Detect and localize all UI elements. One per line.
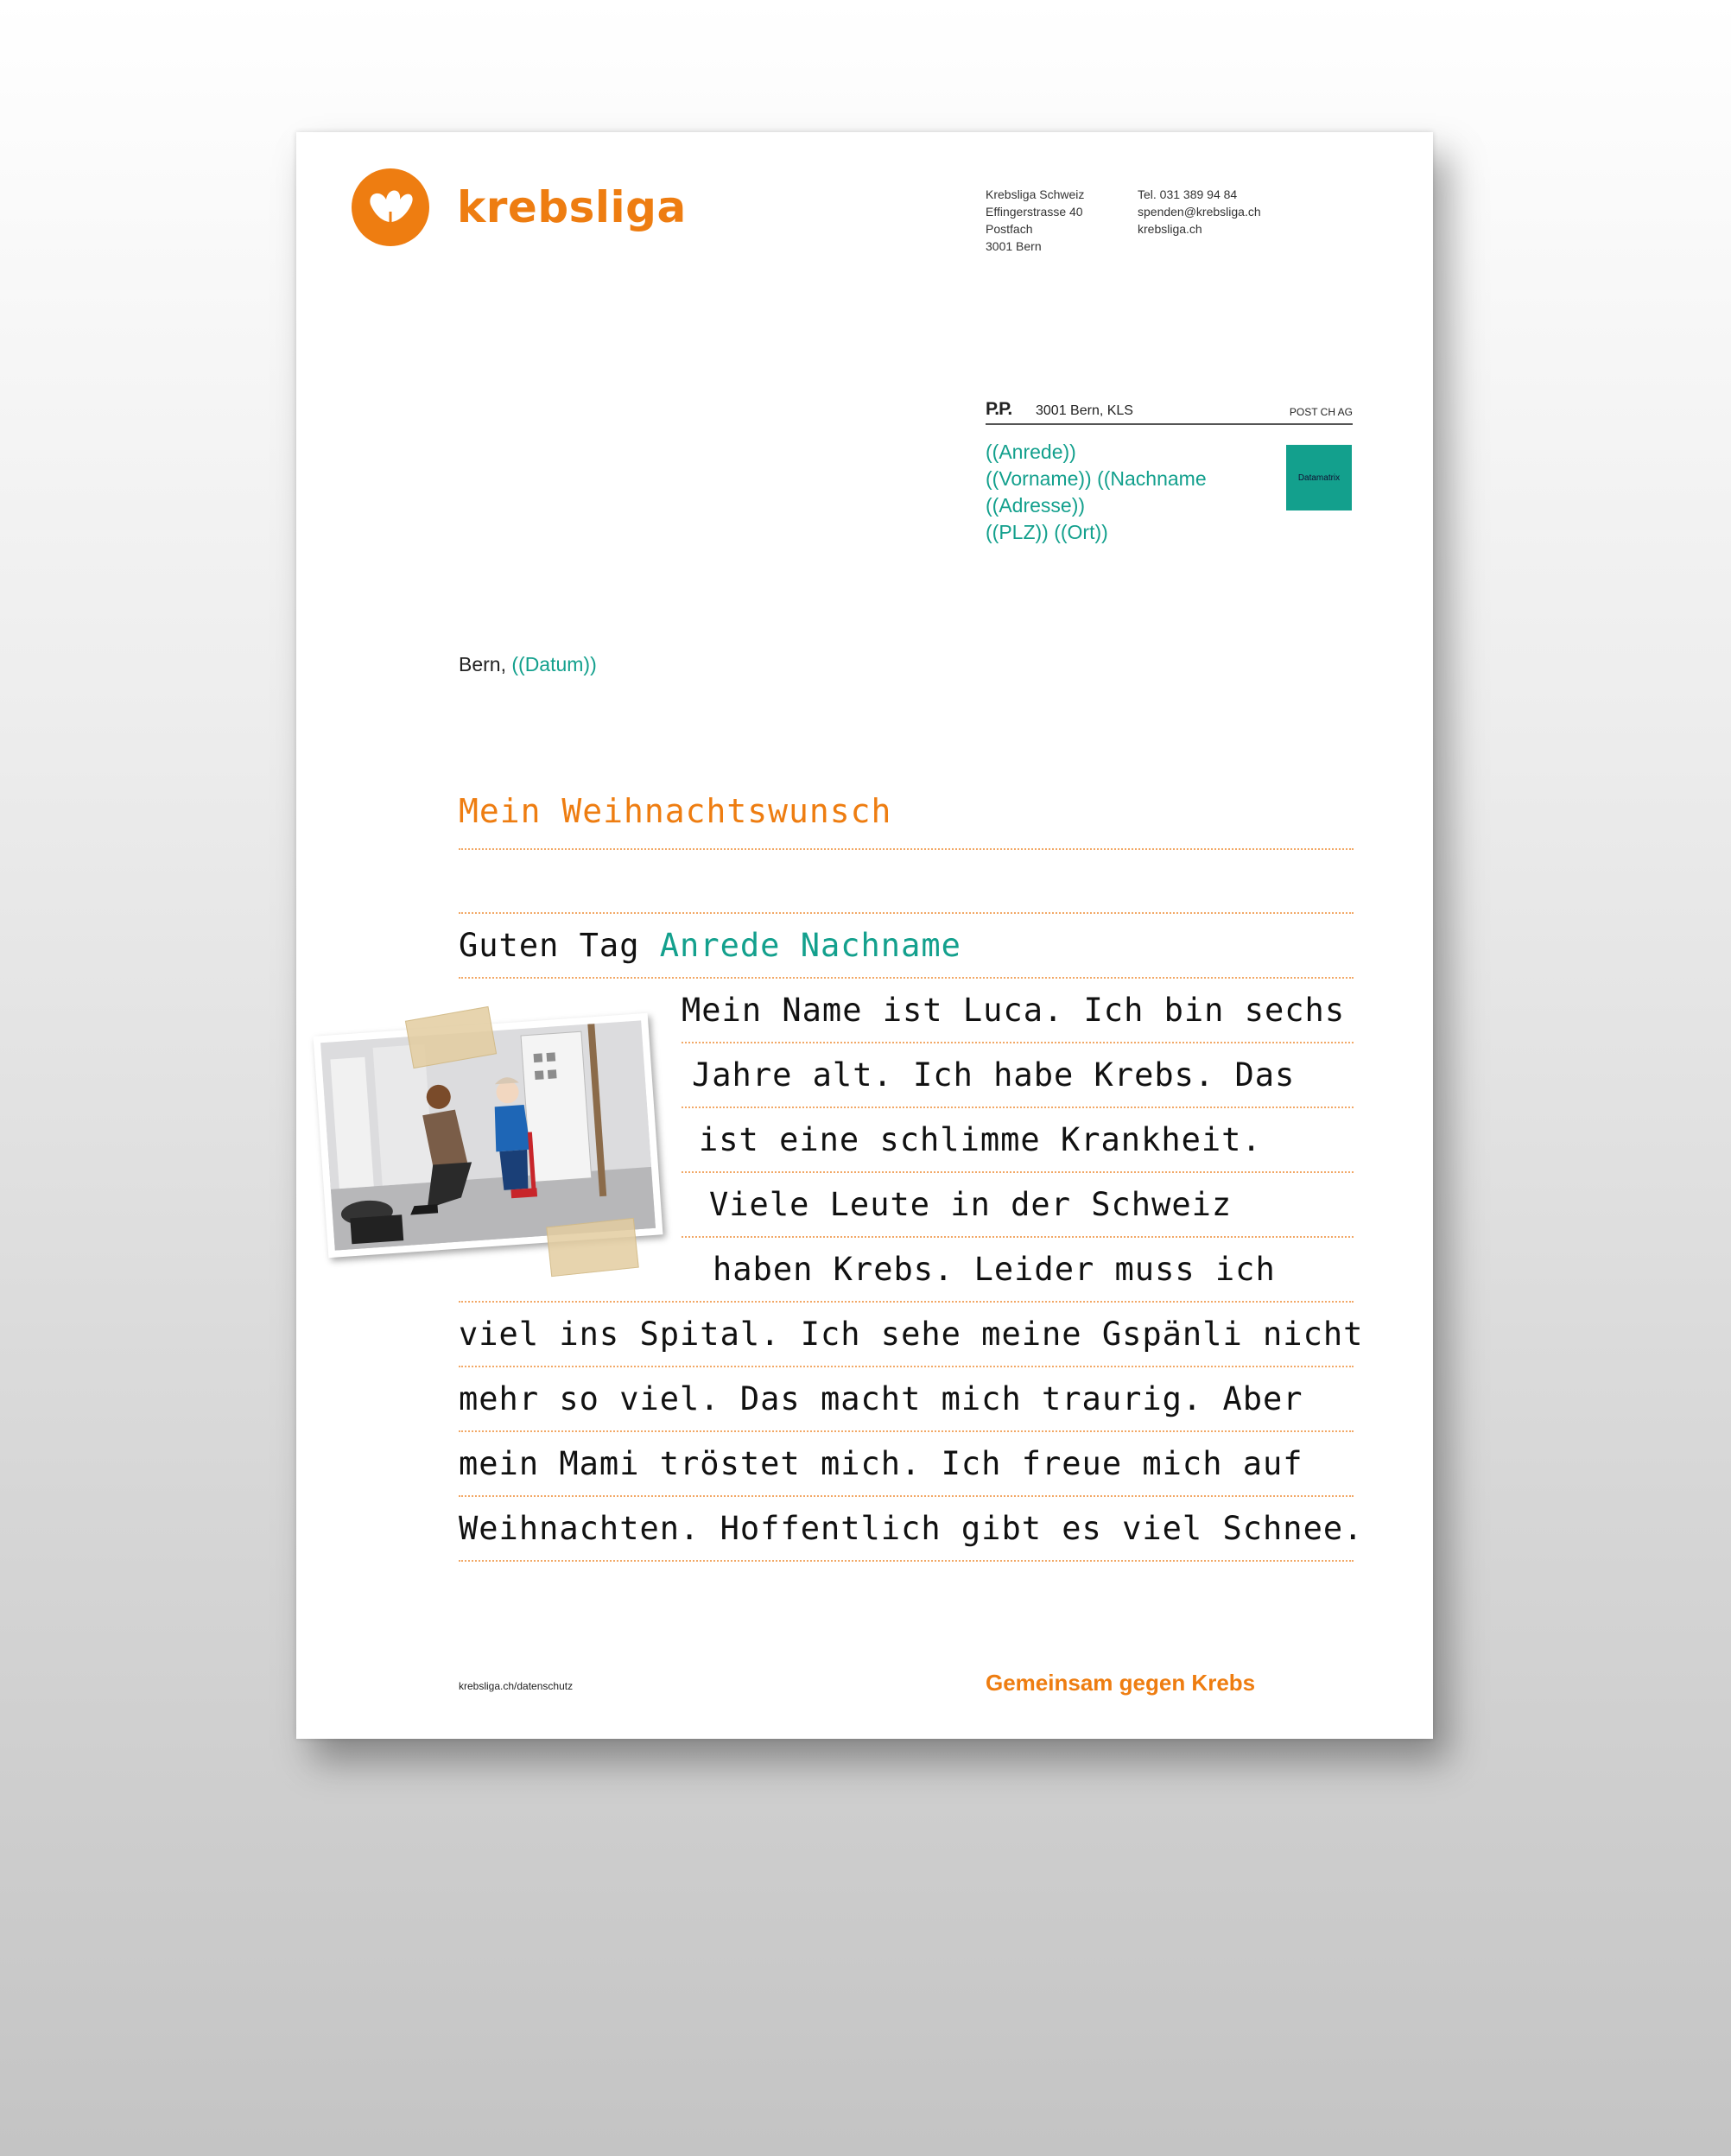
letter-greeting [459, 927, 961, 964]
sender-line: 3001 Bern [986, 239, 1042, 253]
greeting-text: Guten Tag [459, 927, 660, 964]
brand-name: krebsliga [457, 182, 687, 232]
contact-website: krebsliga.ch [1138, 222, 1202, 236]
flower-logo-icon [352, 168, 429, 246]
date-prefix: Bern, [459, 653, 512, 675]
letter-line: Viele Leute in der Schweiz [709, 1186, 1233, 1223]
contact-phone: Tel. 031 389 94 84 [1138, 187, 1238, 201]
ruled-line [459, 977, 1354, 979]
letter-page [296, 132, 1433, 1739]
address-line: ((Adresse)) [986, 494, 1086, 517]
privacy-link[interactable]: krebsliga.ch/datenschutz [459, 1680, 574, 1692]
letter-line: ist eine schlimme Krankheit. [699, 1121, 1262, 1158]
contact-email: spenden@krebsliga.ch [1138, 205, 1261, 219]
sender-contact [1138, 186, 1261, 238]
sender-line: Effingerstrasse 40 [986, 205, 1083, 219]
ruled-line [459, 1560, 1354, 1562]
letter-line: Mein Name ist Luca. Ich bin sechs [682, 992, 1346, 1029]
sender-address [986, 186, 1084, 255]
ruled-line [459, 1495, 1354, 1497]
ruled-line [459, 1366, 1354, 1367]
ruled-line [682, 1171, 1354, 1173]
letter-line: Weihnachten. Hoffentlich gibt es viel Schnee. [459, 1510, 1364, 1547]
postage-carrier: POST CH AG [1289, 406, 1353, 418]
ruled-line [459, 912, 1354, 914]
slogan: Gemeinsam gegen Krebs [986, 1670, 1256, 1696]
letter-line: viel ins Spital. Ich sehe meine Gspänli nicht [459, 1316, 1364, 1353]
postage-line [986, 397, 1353, 425]
address-line: ((PLZ)) ((Ort)) [986, 521, 1108, 543]
ruled-line [682, 1236, 1354, 1238]
pp-mark: P.P. [986, 399, 1012, 419]
letter-line: Jahre alt. Ich habe Krebs. Das [692, 1056, 1296, 1094]
tape-strip [546, 1218, 639, 1277]
address-line: ((Vorname)) ((Nachname [986, 467, 1207, 490]
date-line [459, 653, 597, 676]
ruled-line [459, 1301, 1354, 1303]
recipient-address [986, 439, 1207, 546]
sender-line: Postfach [986, 222, 1033, 236]
letter-subject: Mein Weihnachtswunsch [459, 792, 892, 830]
date-placeholder: ((Datum)) [511, 653, 597, 675]
postage-city: 3001 Bern, KLS [1036, 403, 1133, 418]
letter-line: haben Krebs. Leider muss ich [713, 1251, 1276, 1288]
ruled-line [682, 1042, 1354, 1043]
sender-line: Krebsliga Schweiz [986, 187, 1085, 201]
letter-line: mehr so viel. Das macht mich traurig. Aber [459, 1380, 1303, 1417]
datamatrix-label: Datamatrix [1297, 472, 1341, 483]
ruled-line [459, 1430, 1354, 1432]
ruled-line [459, 848, 1354, 850]
letter-line: mein Mami tröstet mich. Ich freue mich auf [459, 1445, 1303, 1482]
address-line: ((Anrede)) [986, 441, 1076, 463]
datamatrix-box [1286, 445, 1352, 510]
greeting-placeholder: Anrede Nachname [659, 927, 961, 964]
krebsliga-logo [352, 168, 687, 246]
ruled-line [682, 1107, 1354, 1108]
